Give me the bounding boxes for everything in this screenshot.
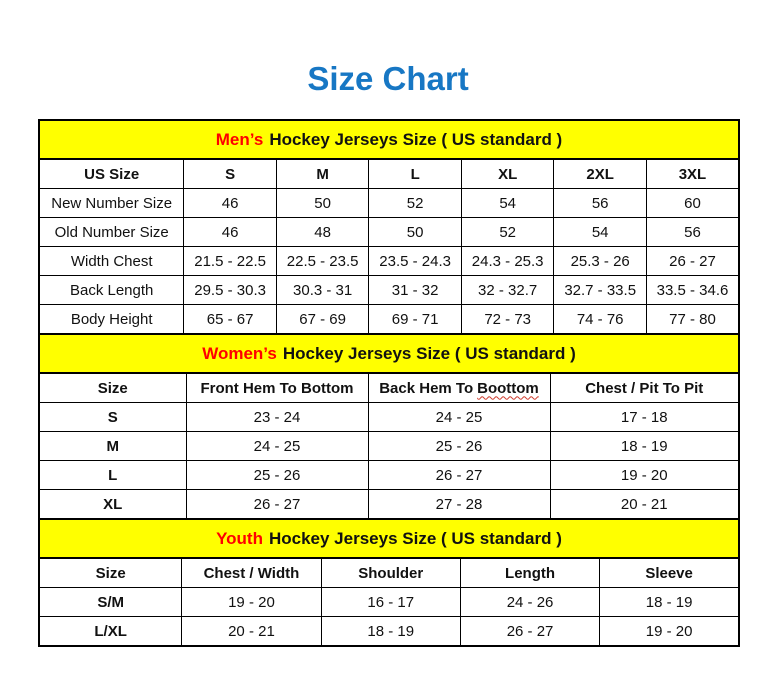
table-cell: 50 [369, 218, 462, 247]
row-label: Back Length [39, 276, 184, 305]
table-cell: 72 - 73 [461, 305, 554, 335]
table-row [39, 490, 739, 520]
table-cell: 17 - 18 [550, 403, 739, 432]
row-label: Old Number Size [39, 218, 184, 247]
table-row [39, 189, 739, 218]
table-cell: 48 [276, 218, 369, 247]
youth-banner [38, 518, 740, 559]
table-cell: 16 - 17 [321, 588, 460, 617]
womens-banner [38, 333, 740, 374]
table-cell: 18 - 19 [550, 432, 739, 461]
table-cell: 25 - 26 [186, 461, 368, 490]
row-label: S/M [39, 588, 182, 617]
table-cell: 74 - 76 [554, 305, 647, 335]
table-cell: 23.5 - 24.3 [369, 247, 462, 276]
column-header: Length [460, 558, 599, 588]
table-cell: 65 - 67 [184, 305, 277, 335]
column-header: S [184, 159, 277, 189]
table-cell: 23 - 24 [186, 403, 368, 432]
table-row [39, 403, 739, 432]
table-cell: 54 [461, 189, 554, 218]
row-label: L/XL [39, 617, 182, 647]
table-cell: 22.5 - 23.5 [276, 247, 369, 276]
table-cell: 24 - 25 [368, 403, 550, 432]
mens-banner [38, 119, 740, 160]
youth-section [38, 518, 740, 647]
womens-section [38, 333, 740, 520]
table-cell: 18 - 19 [600, 588, 739, 617]
youth-size-table [38, 557, 740, 647]
table-cell: 32 - 32.7 [461, 276, 554, 305]
table-cell: 56 [554, 189, 647, 218]
column-header: Shoulder [321, 558, 460, 588]
size-chart-container [38, 119, 740, 647]
table-cell: 69 - 71 [369, 305, 462, 335]
table-cell: 50 [276, 189, 369, 218]
header-row [39, 159, 739, 189]
youth-banner-highlight: Youth [216, 528, 263, 548]
table-row [39, 617, 739, 647]
column-header: Chest / Width [182, 558, 321, 588]
header-row [39, 558, 739, 588]
column-header-text: Back Hem To [379, 379, 474, 397]
table-cell: 52 [461, 218, 554, 247]
table-cell: 19 - 20 [600, 617, 739, 647]
table-cell: 26 - 27 [368, 461, 550, 490]
womens-banner-highlight: Women’s [202, 343, 277, 363]
header-row [39, 373, 739, 403]
table-cell: 26 - 27 [646, 247, 739, 276]
table-cell: 60 [646, 189, 739, 218]
mens-size-table [38, 158, 740, 335]
table-cell: 46 [184, 218, 277, 247]
table-cell: 56 [646, 218, 739, 247]
row-label: S [39, 403, 186, 432]
row-label: Width Chest [39, 247, 184, 276]
table-cell: 52 [369, 189, 462, 218]
column-header: Size [39, 373, 186, 403]
column-header [368, 373, 550, 403]
table-cell: 25.3 - 26 [554, 247, 647, 276]
table-cell: 25 - 26 [368, 432, 550, 461]
womens-size-table [38, 372, 740, 520]
column-header: L [369, 159, 462, 189]
table-row [39, 276, 739, 305]
page-title: Size Chart [307, 60, 469, 97]
table-cell: 30.3 - 31 [276, 276, 369, 305]
column-header: Size [39, 558, 182, 588]
column-header: Chest / Pit To Pit [550, 373, 739, 403]
table-row [39, 588, 739, 617]
row-label: L [39, 461, 186, 490]
column-header: 2XL [554, 159, 647, 189]
misspelled-word: Boottom [477, 379, 539, 397]
table-row [39, 247, 739, 276]
row-label: M [39, 432, 186, 461]
table-row [39, 218, 739, 247]
table-cell: 33.5 - 34.6 [646, 276, 739, 305]
table-cell: 26 - 27 [460, 617, 599, 647]
mens-banner-text: Hockey Jerseys Size ( US standard ) [269, 129, 563, 149]
table-cell: 24 - 25 [186, 432, 368, 461]
table-cell: 19 - 20 [550, 461, 739, 490]
mens-section [38, 119, 740, 335]
table-cell: 18 - 19 [321, 617, 460, 647]
table-cell: 20 - 21 [550, 490, 739, 520]
table-row [39, 432, 739, 461]
table-cell: 19 - 20 [182, 588, 321, 617]
table-cell: 32.7 - 33.5 [554, 276, 647, 305]
table-cell: 24.3 - 25.3 [461, 247, 554, 276]
youth-banner-text: Hockey Jerseys Size ( US standard ) [268, 528, 562, 548]
table-cell: 21.5 - 22.5 [184, 247, 277, 276]
table-cell: 77 - 80 [646, 305, 739, 335]
mens-banner-highlight: Men’s [215, 129, 264, 149]
table-cell: 29.5 - 30.3 [184, 276, 277, 305]
table-cell: 27 - 28 [368, 490, 550, 520]
table-cell: 20 - 21 [182, 617, 321, 647]
column-header: Sleeve [600, 558, 739, 588]
table-row [39, 461, 739, 490]
table-row [39, 305, 739, 335]
table-cell: 31 - 32 [369, 276, 462, 305]
table-cell: 46 [184, 189, 277, 218]
column-header: M [276, 159, 369, 189]
table-cell: 67 - 69 [276, 305, 369, 335]
table-cell: 54 [554, 218, 647, 247]
table-cell: 24 - 26 [460, 588, 599, 617]
column-header: Front Hem To Bottom [186, 373, 368, 403]
column-header: US Size [39, 159, 184, 189]
column-header: 3XL [646, 159, 739, 189]
column-header: XL [461, 159, 554, 189]
table-cell: 26 - 27 [186, 490, 368, 520]
row-label: Body Height [39, 305, 184, 335]
row-label: XL [39, 490, 186, 520]
row-label: New Number Size [39, 189, 184, 218]
womens-banner-text: Hockey Jerseys Size ( US standard ) [282, 343, 576, 363]
